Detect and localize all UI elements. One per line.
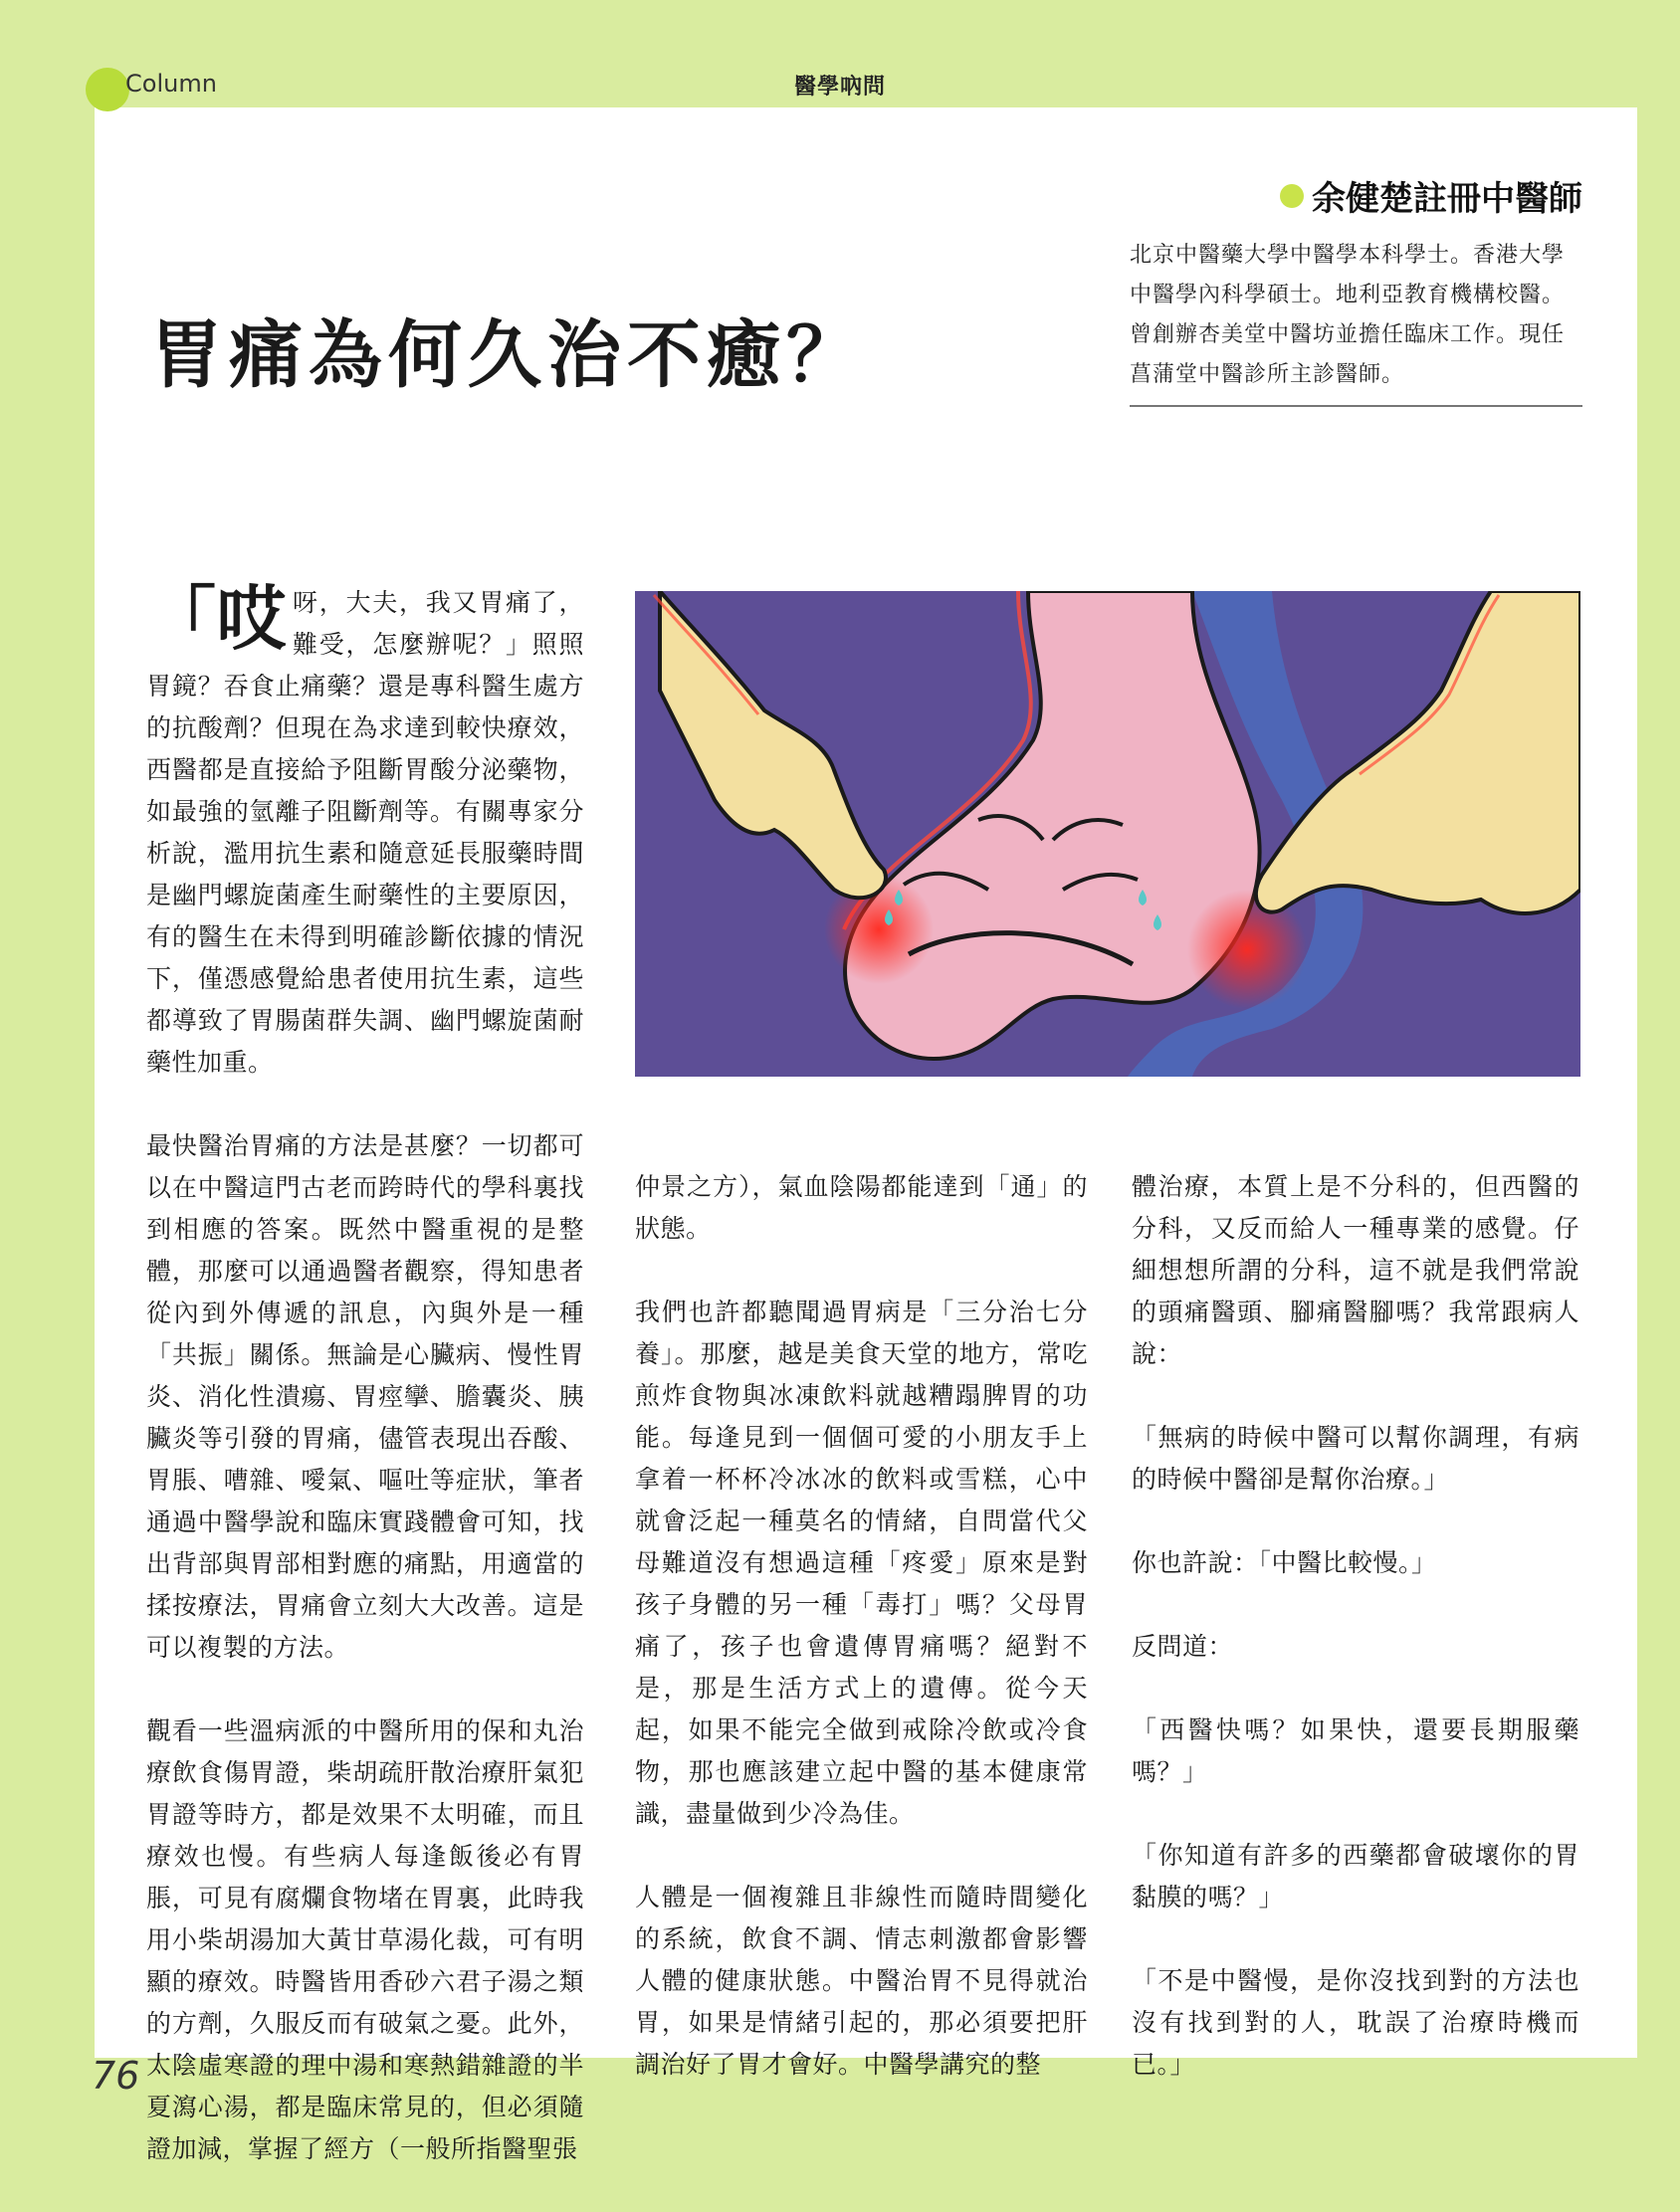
article-title: 胃痛為何久治不癒？	[149, 312, 866, 398]
paragraph: 反問道：	[1132, 1632, 1234, 1661]
paragraph: 仲景之方），氣血陰陽都能達到「通」的狀態。	[635, 1172, 1088, 1243]
column-label: Column	[125, 70, 217, 98]
page-number: 76	[92, 2054, 140, 2098]
paragraph: 你也許說：「中醫比較慢。」	[1132, 1548, 1437, 1577]
drop-cap: 「哎	[146, 578, 287, 660]
paragraph: 「西醫快嗎？如果快，還要長期服藥嗎？」	[1132, 1715, 1579, 1786]
article-column-3	[1132, 1166, 1579, 2127]
paragraph: 人體是一個複雜且非線性而隨時間變化的系統，飲食不調、情志刺激都會影響人體的健康狀態。中醫治胃不見得就治胃，如果是情緒引起的，那必須要把肝調治好了胃才會好。中醫學講究的整	[635, 1883, 1088, 2079]
paragraph	[146, 578, 584, 1084]
author-dot-icon	[1280, 184, 1304, 208]
paragraph-text: 呀，大夫，我又胃痛了，難受，怎麼辦呢？」照照胃鏡？吞食止痛藥？還是專科醫生處方的抗酸劑？但現在為求達到較快療效，西醫都是直接給予阻斷胃酸分泌藥物，如最強的氫離子阻斷劑等。有關專家分析說，濫用抗生素和隨意延長服藥時間是幽門螺旋菌產生耐藥性的主要原因，有的醫生在未得到明確診斷依據的情況下，僅憑感覺給患者使用抗生素，這些都導致了胃腸菌群失調、幽門螺旋菌耐藥性加重。	[146, 588, 584, 1077]
paragraph: 「你知道有許多的西藥都會破壞你的胃黏膜的嗎？」	[1132, 1841, 1579, 1911]
paragraph: 「不是中醫慢，是你沒找到對的方法也沒有找到對的人，耽誤了治療時機而已。」	[1132, 1966, 1579, 2079]
author-box	[1130, 171, 1582, 407]
paragraph: 觀看一些溫病派的中醫所用的保和丸治療飲食傷胃證，柴胡疏肝散治療肝氣犯胃證等時方，都是效果不太明確，而且療效也慢。有些病人每逢飯後必有胃脹，可見有腐爛食物堵在胃裏，此時我用小柴胡湯加大黃甘草湯化裁，可有明顯的療效。時醫皆用香砂六君子湯之類的方劑，久服反而有破氣之憂。此外，太陰虛寒證的理中湯和寒熱錯雜證的半夏瀉心湯，都是臨床常見的，但必須隨證加減，掌握了經方（一般所指醫聖張	[146, 1716, 584, 2163]
author-name: 余健楚註冊中醫師	[1312, 179, 1582, 219]
author-name-row	[1130, 171, 1582, 220]
paragraph: 我們也許都聽聞過胃病是「三分治七分養」。那麼，越是美食天堂的地方，常吃煎炸食物與冰凍飲料就越糟蹋脾胃的功能。每逢見到一個個可愛的小朋友手上拿着一杯杯冷冰冰的飲料或雪糕，心中就會泛起一種莫名的情緒，自問當代父母難道沒有想過這種「疼愛」原來是對孩子身體的另一種「毒打」嗎？父母胃痛了，孩子也會遺傳胃痛嗎？絕對不是，那是生活方式上的遺傳。從今天起，如果不能完全做到戒除冷飲或冷食物，那也應該建立起中醫的基本健康常識，盡量做到少冷為佳。	[635, 1298, 1088, 1828]
author-divider	[1130, 405, 1582, 407]
article-column-1	[146, 578, 584, 2212]
section-title: 醫學吶問	[793, 75, 886, 100]
right-cheek-glow	[1187, 890, 1307, 1009]
author-bio: 北京中醫藥大學中醫學本科學士。香港大學中醫學內科學碩士。地利亞教育機構校醫。曾創辦杏美堂中醫坊並擔任臨床工作。現任菖蒲堂中醫診所主診醫師。	[1130, 243, 1566, 387]
paragraph: 「無病的時候中醫可以幫你調理，有病的時候中醫卻是幫你治療。」	[1132, 1423, 1579, 1494]
paragraph: 最快醫治胃痛的方法是甚麼？一切都可以在中醫這門古老而跨時代的學科裏找到相應的答案。既然中醫重視的是整體，那麼可以通過醫者觀察，得知患者從內到外傳遞的訊息，內與外是一種「共振」關係。無論是心臟病、慢性胃炎、消化性潰瘍、胃痙攣、膽囊炎、胰臟炎等引發的胃痛，儘管表現出吞酸、胃脹、嘈雜、噯氣、嘔吐等症狀，筆者通過中醫學說和臨床實踐體會可知，找出背部與胃部相對應的痛點，用適當的揉按療法，胃痛會立刻大大改善。這是可以複製的方法。	[146, 1131, 584, 1662]
stomach-illustration	[635, 591, 1580, 1077]
paragraph: 體治療，本質上是不分科的，但西醫的分科，又反而給人一種專業的感覺。仔細想想所謂的分科，這不就是我們常說的頭痛醫頭、腳痛醫腳嗎？我常跟病人說：	[1132, 1172, 1579, 1368]
article-column-2	[635, 1166, 1088, 2127]
